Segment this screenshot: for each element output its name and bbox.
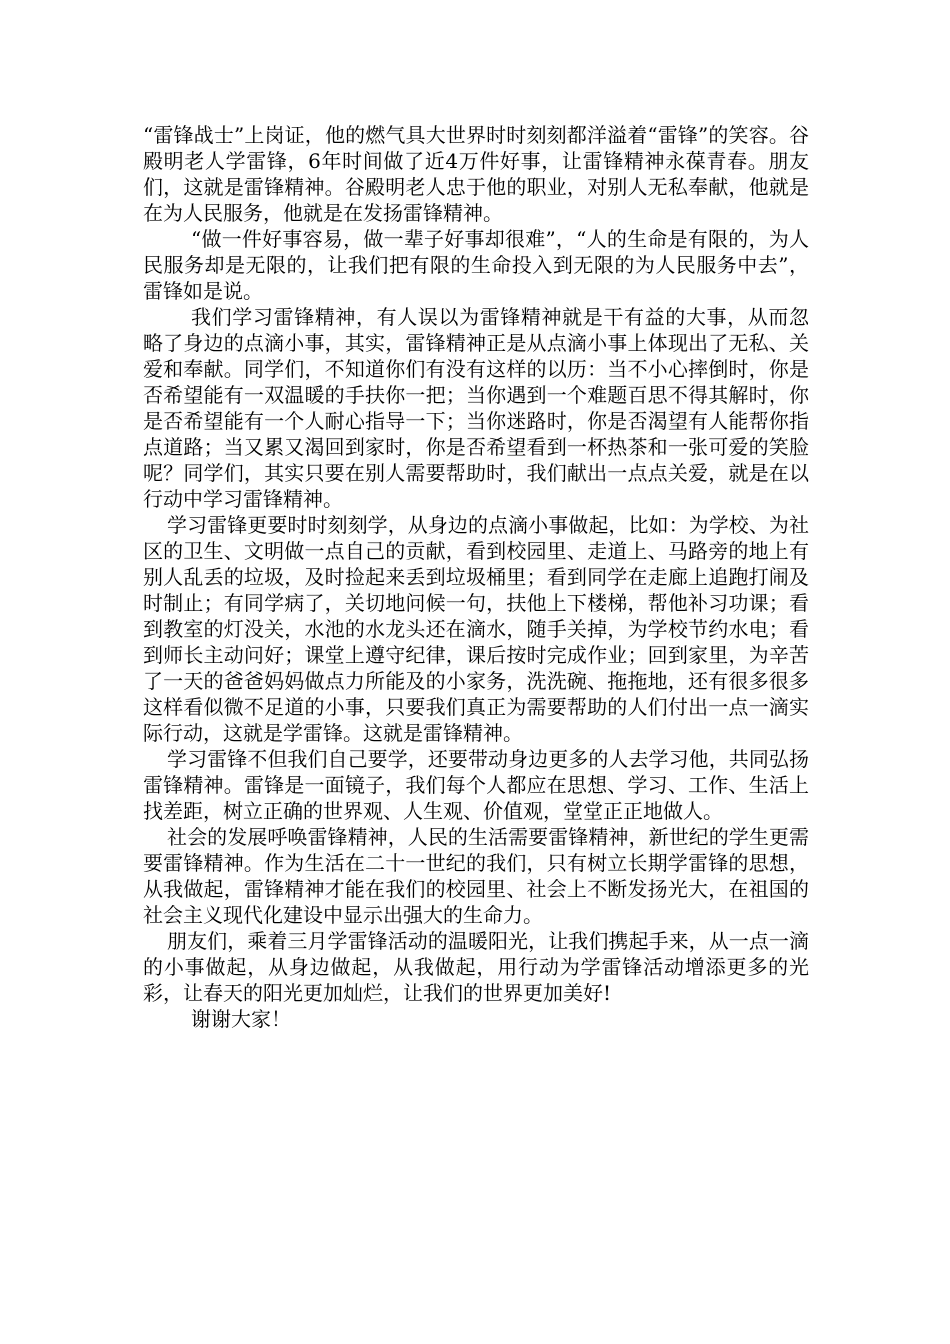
paragraph-society-needs: 社会的发展呼唤雷锋精神，人民的生活需要雷锋精神，新世纪的学生更需要雷锋精神。作为生活在二十一世纪的我们，只有树立长期学雷锋的思想，从我做起，雷锋精神才能在我们的校园里、社会上不断发扬光大，在祖国的社会主义现代化建设中显示出强大的生命力。: [143, 825, 809, 927]
paragraph-small-deeds: 我们学习雷锋精神，有人误以为雷锋精神就是干有益的大事，从而忽略了身边的点滴小事，其实，雷锋精神正是从点滴小事上体现出了无私、关爱和奉献。同学们，不知道你们有没有这样的以历：当不小心摔倒时，你是否希望能有一双温暖的手扶你一把；当你遇到一个难题百思不得其解时，你是否希望能有一个人耐心指导一下；当你迷路时，你是否渴望有人能帮你指点道路；当又累又渴回到家时，你是否希望看到一杯热茶和一张可爱的笑脸呢？同学们，其实只要在别人需要帮助时，我们献出一点点关爱，就是在以行动中学习雷锋精神。: [143, 305, 809, 511]
paragraph-lei-feng-quote: “做一件好事容易，做一辈子好事却很难”，“人的生命是有限的，为人民服务却是无限的，让我们把有限的生命投入到无限的为人民服务中去”，雷锋如是说。: [143, 227, 809, 303]
document-body: [143, 122, 809, 1032]
paragraph-daily-actions: 学习雷锋更要时时刻刻学，从身边的点滴小事做起，比如：为学校、为社区的卫生、文明做一点自己的贡献，看到校园里、走道上、马路旁的地上有别人乱丢的垃圾，及时捡起来丢到垃圾桶里；看到同学在走廊上追跑打闹及时制止；有同学病了，关切地问候一句，扶他上下楼梯，帮他补习功课；看到教室的灯没关，水池的水龙头还在滴水，随手关掉，为学校节约水电；看到师长主动问好；课堂上遵守纪律，课后按时完成作业；回到家里，为辛苦了一天的爸爸妈妈做点力所能及的小家务，洗洗碗、拖拖地，还有很多很多这样看似微不足道的小事，只要我们真正为需要帮助的人们付出一点一滴实际行动，这就是学雷锋。这就是雷锋精神。: [143, 513, 809, 745]
paragraph-call-to-action: 朋友们，乘着三月学雷锋活动的温暖阳光，让我们携起手来，从一点一滴的小事做起，从身边做起，从我做起，用行动为学雷锋活动增添更多的光彩，让春天的阳光更加灿烂，让我们的世界更加美好!: [143, 929, 809, 1005]
paragraph-lei-feng-badge: “雷锋战士”上岗证，他的燃气具大世界时时刻刻都洋溢着“雷锋”的笑容。谷殿明老人学雷锋，6年时间做了近4万件好事，让雷锋精神永葆青春。朋友们，这就是雷锋精神。谷殿明老人忠于他的职业，对别人无私奉献，他就是在为人民服务，他就是在发扬雷锋精神。: [143, 123, 809, 225]
paragraph-spread-spirit: 学习雷锋不但我们自己要学，还要带动身边更多的人去学习他，共同弘扬雷锋精神。雷锋是一面镜子，我们每个人都应在思想、学习、工作、生活上找差距，树立正确的世界观、人生观、价值观，堂堂正正地做人。: [143, 747, 809, 823]
paragraph-thanks: 谢谢大家！: [191, 1007, 291, 1031]
